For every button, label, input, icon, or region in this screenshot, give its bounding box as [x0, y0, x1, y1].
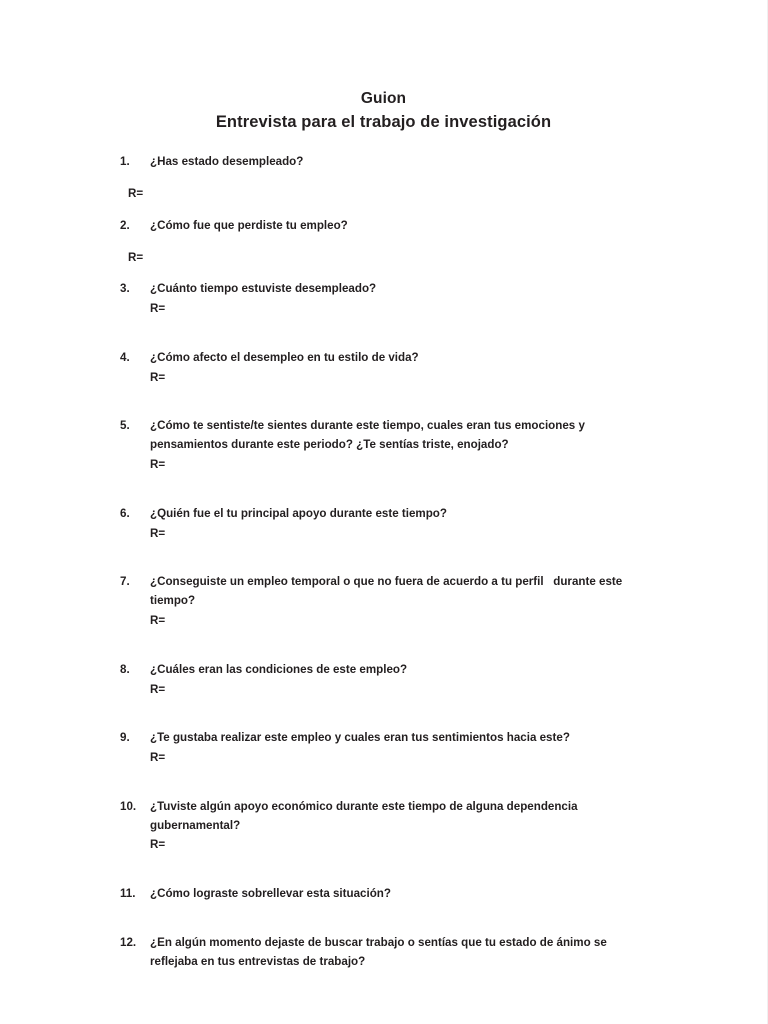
question-item — [120, 349, 647, 388]
answer-field[interactable]: R= — [150, 526, 166, 540]
question-item — [120, 798, 647, 855]
question-text: ¿Conseguiste un empleo temporal o que no fuera de acuerdo a tu perfil durante este tiempo? — [150, 575, 626, 608]
question-item — [120, 934, 647, 972]
question-text: ¿Cómo lograste sobrellevar esta situación? — [150, 887, 391, 901]
question-text: ¿Cómo fue que perdiste tu empleo? — [150, 218, 348, 232]
question-number: 12. — [120, 935, 137, 949]
answer-field[interactable]: R= — [150, 682, 166, 696]
answer-field[interactable]: R= — [128, 187, 144, 200]
question-item — [120, 505, 647, 544]
question-item — [120, 573, 647, 630]
answer-field[interactable]: R= — [128, 250, 144, 264]
question-number: 6. — [120, 506, 130, 520]
question-text: ¿Has estado desempleado? — [150, 155, 304, 169]
question-item — [120, 153, 647, 204]
answer-field[interactable]: R= — [150, 370, 166, 384]
question-text: ¿Tuviste algún apoyo económico durante este tiempo de alguna dependencia gubernamental? — [150, 799, 581, 832]
answer-field[interactable]: R= — [150, 613, 166, 627]
document-title-subtitle: Entrevista para el trabajo de investigación — [215, 113, 552, 132]
question-text: ¿En algún momento dejaste de buscar trabajo o sentías que tu estado de ánimo se reflejaba en tus entrevistas de trabajo? — [150, 935, 610, 968]
document-title-block — [120, 88, 647, 135]
question-text: ¿Te gustaba realizar este empleo y cuales eran tus sentimientos hacia este? — [150, 731, 570, 745]
answer-field[interactable]: R= — [150, 302, 166, 316]
question-item — [120, 729, 647, 768]
question-item — [120, 417, 647, 474]
question-number: 11. — [120, 887, 136, 901]
question-number: 10. — [120, 799, 137, 813]
question-number: 3. — [120, 282, 130, 296]
question-number: 5. — [120, 419, 130, 433]
question-item — [120, 885, 647, 904]
question-item — [120, 280, 647, 319]
question-text: ¿Cómo afecto el desempleo en tu estilo de vida? — [150, 350, 419, 364]
question-number: 1. — [120, 155, 130, 169]
question-item — [120, 661, 647, 700]
question-number: 2. — [120, 218, 130, 232]
question-text: ¿Cuánto tiempo estuviste desempleado? — [150, 282, 377, 296]
question-text: ¿Cuáles eran las condiciones de este empleo? — [150, 662, 408, 676]
answer-field[interactable]: R= — [150, 838, 166, 852]
question-number: 8. — [120, 662, 130, 676]
question-number: 4. — [120, 350, 130, 364]
question-number: 9. — [120, 731, 130, 745]
question-list — [120, 153, 647, 971]
answer-field[interactable]: R= — [150, 751, 166, 765]
question-text: ¿Cómo te sentiste/te sientes durante este tiempo, cuales eran tus emociones y pensamientos durante este periodo? ¿Te sentías triste, enojado? — [150, 419, 589, 452]
question-text: ¿Quién fue el tu principal apoyo durante este tiempo? — [150, 506, 447, 520]
document-content — [0, 88, 767, 984]
document-title-main: Guion — [360, 90, 407, 107]
question-number: 7. — [120, 575, 130, 589]
question-item — [120, 217, 647, 268]
answer-field[interactable]: R= — [150, 458, 166, 472]
